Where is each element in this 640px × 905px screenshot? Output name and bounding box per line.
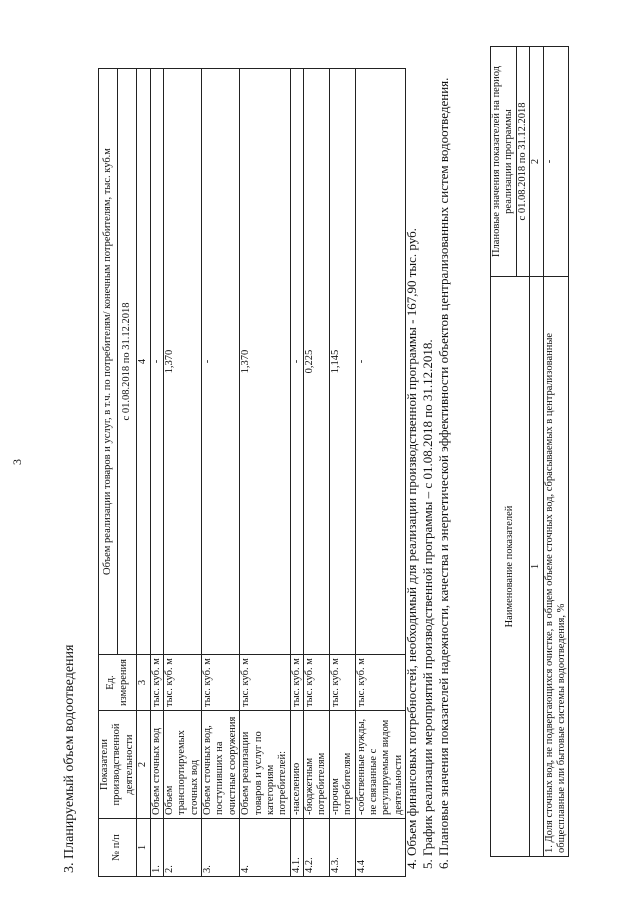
table-header-row bbox=[99, 69, 118, 877]
table-index-row bbox=[530, 47, 543, 857]
row-num: 3. bbox=[202, 819, 240, 877]
wastewater-volume-table bbox=[98, 68, 406, 877]
index-cell: 1 bbox=[137, 819, 150, 877]
row-value: - bbox=[290, 69, 303, 655]
row-unit: тыс. куб. м bbox=[355, 655, 406, 711]
row-num: 4.1. bbox=[290, 819, 303, 877]
row-num: 1. bbox=[150, 819, 163, 877]
table-row bbox=[355, 69, 406, 877]
row-name: Объем сточных вод bbox=[150, 711, 163, 819]
table-row bbox=[543, 47, 569, 857]
index-cell: 3 bbox=[137, 655, 150, 711]
paragraph-financial-needs: 4. Объем финансовых потребностей, необходимый для реализации производственной программы - 167,90 тыс. руб. bbox=[404, 228, 419, 869]
header-num: № п/п bbox=[99, 819, 137, 877]
row-unit: тыс. куб. м bbox=[163, 655, 201, 711]
row-num: 4.3. bbox=[329, 819, 355, 877]
section-title: 3. Планируемый объем водоотведения bbox=[62, 644, 77, 873]
table-row bbox=[163, 69, 201, 877]
header-indicator: Показатели производственной деятельности bbox=[99, 711, 137, 819]
paragraph-plan-indicators: 6. Плановые значения показателей надежности, качества и энергетической эффективности объектов централизованных систем водоотведения. bbox=[436, 77, 451, 869]
table-index-row bbox=[137, 69, 150, 877]
header-indicator-name: Наименование показателей bbox=[491, 277, 530, 857]
header-unit: Ед. измерения bbox=[99, 655, 137, 711]
table-row bbox=[150, 69, 163, 877]
row-unit: тыс. куб. м bbox=[150, 655, 163, 711]
table-row bbox=[304, 69, 330, 877]
row-value: 1,145 bbox=[329, 69, 355, 655]
index-cell: 4 bbox=[137, 69, 150, 655]
row-value: - bbox=[543, 47, 569, 277]
table-row bbox=[290, 69, 303, 877]
row-value: - bbox=[202, 69, 240, 655]
header-period: с 01.08.2018 по 31.12.2018 bbox=[118, 69, 137, 655]
header-volume: Объем реализации товаров и услуг, в т.ч. по потребителям/ конечным потребителям, тыс. куб.м bbox=[99, 69, 118, 655]
table-row bbox=[240, 69, 291, 877]
row-num: 4. bbox=[240, 819, 291, 877]
row-unit: тыс. куб. м bbox=[202, 655, 240, 711]
row-value: - bbox=[150, 69, 163, 655]
table-header-row bbox=[491, 47, 517, 857]
row-unit: тыс. куб. м bbox=[290, 655, 303, 711]
index-cell: 2 bbox=[530, 47, 543, 277]
table-row bbox=[329, 69, 355, 877]
index-cell: 1 bbox=[530, 277, 543, 857]
paragraph-schedule: 5. График реализации мероприятий производственной программы – с 01.08.2018 по 31.12.2018. bbox=[420, 339, 435, 869]
row-unit: тыс. куб. м bbox=[304, 655, 330, 711]
row-value: 1,370 bbox=[163, 69, 201, 655]
row-value: 0,225 bbox=[304, 69, 330, 655]
row-unit: тыс. куб. м bbox=[240, 655, 291, 711]
row-num: 2. bbox=[163, 819, 201, 877]
row-name: -собственные нужды, не связанные с регулируемым видом деятельности bbox=[355, 711, 406, 819]
header-period: с 01.08.2018 по 31.12.2018 bbox=[516, 47, 529, 277]
header-plan-values: Плановые значения показателей на период реализации программы bbox=[491, 47, 517, 277]
table-row bbox=[202, 69, 240, 877]
row-num: 4.4 bbox=[355, 819, 406, 877]
row-name: -населению bbox=[290, 711, 303, 819]
page-number: 3 bbox=[10, 459, 24, 465]
row-unit: тыс. куб. м bbox=[329, 655, 355, 711]
plan-indicators-table bbox=[490, 46, 569, 857]
row-name: -прочим потребителям bbox=[329, 711, 355, 819]
row-name: Объем транспортируемых сточных вод bbox=[163, 711, 201, 819]
row-name: 1. Доля сточных вод, не подвергающихся очистке, в общем объеме сточных вод, сбрасываемых в централизованные общесплавные или бытовые системы водоотведения, % bbox=[543, 277, 569, 857]
row-value: 1,370 bbox=[240, 69, 291, 655]
index-cell: 2 bbox=[137, 711, 150, 819]
row-value: - bbox=[355, 69, 406, 655]
row-name: Объем сточных вод, поступивших на очистные сооружения bbox=[202, 711, 240, 819]
row-name: Объем реализации товаров и услуг по категориям потребителей: bbox=[240, 711, 291, 819]
row-name: -бюджетным потребителям bbox=[304, 711, 330, 819]
row-num: 4.2. bbox=[304, 819, 330, 877]
